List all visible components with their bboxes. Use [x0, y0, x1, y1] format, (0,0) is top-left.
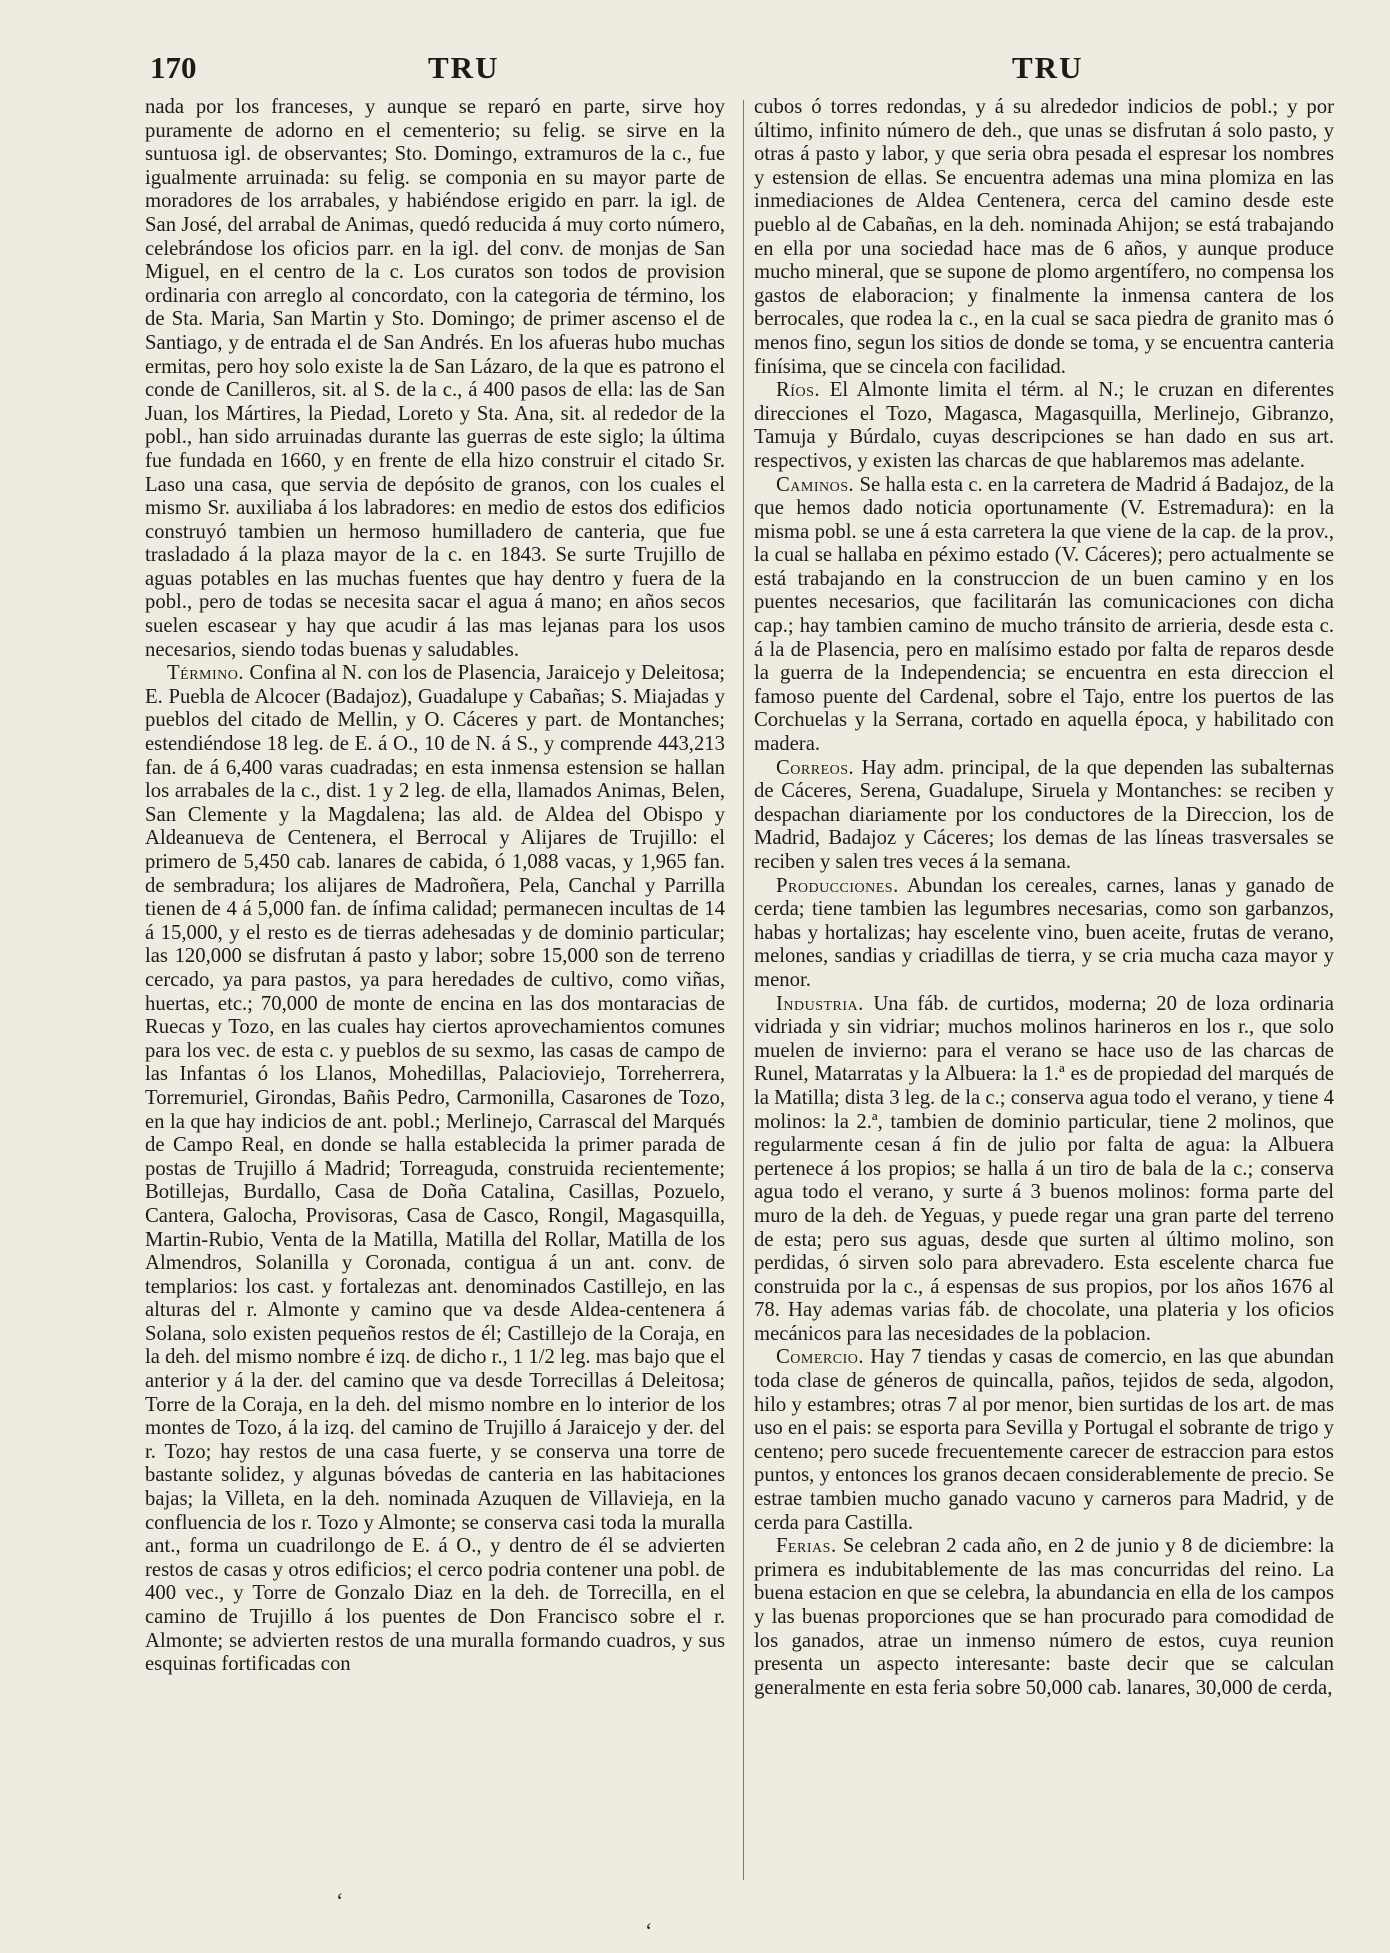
section-text-industria: Una fáb. de curtidos, moderna; 20 de loza ordinaria vidriada y sin vidriar; muchos molinos harineros en los r., que solo muelen de invierno: para el verano se hace uso de las charcas de Runel, Matarratas y la Albuera: la 1.ª es de propiedad del marqués de la Matilla; dista 3 leg. de la c.; conserva agua todo el verano, y tiene 4 molinos: la 2.ª, tambien de dominio particular, tiene 2 molinos, que regularmente cesan á fin de julio por falta de agua: la Albuera pertenece á los propios; se halla á un tiro de bala de la c.; conserva agua todo el verano, y surte á 3 buenos molinos: forma parte del muro de la deh. de Yeguas, y puede regar una gran parte del terreno de esta; pero sus aguas, desde que surten al último molino, son perdidas, ó sirven solo para abrevadero. Esta escelente charca fue construida por la c., á espensas de sus propios, por los años 1676 al 78. Hay ademas varias fáb. de chocolate, una plateria y los oficios mecánicos para las necesidades de la poblacion. — [754, 992, 1334, 1345]
section-text-correos: Hay adm. principal, de la que dependen las subalternas de Cáceres, Serena, Guadalupe, Siruela y Montanches: se reciben y despachan diariamente por los conductores de la Direccion, los de Madrid, Badajoz y Cáceres; los demas de las líneas trasversales se reciben y salen tres veces á la semana. — [754, 756, 1334, 873]
right-column — [754, 96, 1334, 1700]
paragraph-ferias — [754, 1535, 1334, 1700]
paragraph-termino — [145, 662, 725, 1677]
section-text-producciones: Abundan los cereales, carnes, lanas y ganado de cerda; tiene tambien las legumbres necesarias, como son garbanzos, habas y hortalizas; hay escelente vino, buen aceite, frutas de verano, melones, sandias y criadillas de tierra, y se cria mucha caza mayor y menor. — [754, 874, 1335, 991]
column-divider — [743, 100, 744, 1880]
section-label-caminos: Caminos. — [776, 473, 855, 496]
paragraph-rios — [754, 379, 1334, 473]
section-text-ferias: Se celebran 2 cada año, en 2 de junio y 8 de diciembre: la primera es indubitablemente de las mas concurridas del reino. La buena estacion en que se celebra, la abundancia en ella de los campos y las buenas proporciones que se han procurado para comodidad de los ganados, atrae un inmenso número de estos, cuya reunion presenta un aspecto interesante: baste decir que se calculan generalmente en esta feria sobre 50,000 cab. lanares, 30,000 de cerda, — [754, 1535, 1334, 1699]
left-column — [145, 96, 725, 1677]
section-text-caminos: Se halla esta c. en la carretera de Madrid á Badajoz, de la que hemos dado noticia oportunamente (V. Estremadura): en la misma pobl. se une á esta carretera la que viene de la cap. de la prov., la cual se hallaba en péximo estado (V. Cáceres); pero actualmente se está trabajando en la construccion de un buen camino y en los puentes necesarios, que facilitarán las comunicaciones con dicha cap.; hay tambien camino de mucho tránsito de arrieria, desde esta c. á la de Plasencia, pero en malísimo estado por falta de reparos desde la guerra de la Independencia; se encuentra en esta direccion el famoso puente del Cardenal, sobre el Tajo, entre los puertos de las Corchuelas y la Serrana, cortado en aquella época, y habilitado con madera. — [754, 473, 1334, 756]
section-label-comercio: Comercio. — [776, 1346, 865, 1369]
section-label-industria: Industria. — [776, 992, 864, 1015]
paragraph-caminos — [754, 474, 1334, 757]
paragraph-producciones — [754, 875, 1334, 993]
section-label-rios: Ríos. — [776, 379, 821, 402]
section-label-producciones: Producciones. — [776, 874, 899, 897]
paragraph-intro-left: nada por los franceses, y aunque se reparó en parte, sirve hoy puramente de adorno en el cementerio; su felig. se sirve en la suntuosa igl. de observantes; Sto. Domingo, extramuros de la c., fue igualmente arruinada: su felig. se componia en su mayor parte de moradores de los arrabales, y habiéndose erigido en parr. la igl. de San José, del arrabal de Animas, quedó reducida á muy corto número, celebrándose los oficios parr. en la igl. del conv. de monjas de San Miguel, en el centro de la c. Los curatos son todos de provision ordinaria con arreglo al concordato, con la categoria de término, los de Sta. Maria, San Martin y Sto. Domingo; de primer ascenso el de Santiago, y de entrada el de San Andrés. En los afueras hubo muchas ermitas, pero hoy solo existe la de San Lázaro, de la que es patrono el conde de Canilleros, sit. al S. de la c., á 400 pasos de ella: las de San Juan, los Mártires, la Piedad, Loreto y Sta. Ana, sit. al rededor de la pobl., han sido arruinadas durante las guerras de este siglo; la última fue fundada en 1660, y en frente de ella hizo construir el citado Sr. Laso una casa, que servia de depósito de granos, con los cuales el mismo Sr. auxiliaba á los labradores: en medio de estos dos edificios construyó tambien un hermoso humilladero de canteria, que fue trasladado á la plaza mayor de la c. en 1843. Se surte Trujillo de aguas potables en las muchas fuentes que hay dentro y fuera de la pobl., pero de todas se necesita sacar el agua á mano; en años secos suelen escasear y hay que acudir á las mas lejanas para los usos necesarios, siendo todas buenas y saludables. — [145, 96, 725, 661]
paragraph-intro-right: cubos ó torres redondas, y á su alrededor indicios de pobl.; y por último, infinito número de deh., que unas se disfrutan á solo pasto, y otras á pasto y labor, y que seria obra pesada el espresar los nombres y estension de ellas. Se encuentra ademas una mina plomiza en las inmediaciones de Aldea Centenera, cerca del camino desde este pueblo al de Cabañas, en la deh. nominada Ahijon; se está trabajando en ella por una sociedad hace mas de 6 años, y aunque produce mucho mineral, que se supone de plomo argentífero, no compensa los gastos de elaboracion; y finalmente la inmensa cantera de los berrocales, que rodea la c., en la cual se saca piedra de granito mas ó menos fino, segun los sitios de donde se toma, y se encuentra canteria finísima, que se cincela con facilidad. — [754, 96, 1334, 378]
section-text-rios: El Almonte limita el térm. al N.; le cruzan en diferentes direcciones el Tozo, Magasca, Magasquilla, Merlinejo, Gibranzo, Tamuja y Búrdalo, cuyas descripciones se han dado en sus art. respectivos, y existen las charcas de que hablaremos mas adelante. — [754, 379, 1335, 472]
paragraph-correos — [754, 757, 1334, 875]
section-label-ferias: Ferias. — [776, 1535, 837, 1558]
section-label-termino: Término. — [167, 662, 245, 685]
paragraph-industria — [754, 993, 1334, 1347]
footer-mark-left: ‘ — [336, 1888, 344, 1913]
footer-mark-center: ‘ — [645, 1918, 653, 1943]
left-running-head: TRU — [428, 50, 500, 85]
page-number: 170 — [150, 50, 197, 85]
paragraph-comercio — [754, 1346, 1334, 1535]
section-text-comercio: Hay 7 tiendas y casas de comercio, en las que abundan toda clase de géneros de quincalla, paños, tejidos de seda, algodon, hilo y estambres; otras 7 al por menor, bien surtidas de los art. de mas uso en el pais: se esporta para Sevilla y Portugal el sobrante de trigo y centeno; pero sucede frecuentemente carecer de estraccion para estos puntos, y entonces los granos decaen considerablemente de precio. Se estrae tambien mucho ganado vacuno y carneros para Madrid, y de cerda para Castilla. — [754, 1346, 1334, 1534]
section-label-correos: Correos. — [776, 756, 855, 779]
section-text-termino: Confina al N. con los de Plasencia, Jaraicejo y Deleitosa; E. Puebla de Alcocer (Badajoz), Guadalupe y Cabañas; S. Miajadas y pueblos del citado de Mellin, y O. Cáceres y part. de Montanches; estendiéndose 18 leg. de E. á O., 10 de N. á S., y comprende 443,213 fan. de á 6,400 varas cuadradas; en esta inmensa estension se hallan los arrabales de la c., dist. 1 y 2 leg. de ella, llamados Animas, Belen, San Clemente y la Magdalena; las ald. de Aldea del Obispo y Aldeanueva de Centenera, el Berrocal y Alijares de Trujillo: el primero de 5,450 cab. lanares de cabida, ó 1,088 vacas, y 1,965 fan. de sembradura; los alijares de Madroñera, Pela, Canchal y Parrilla tienen de 4 á 5,000 fan. de ínfima calidad; permanecen incultas de 14 á 15,000, y el resto es de tierras adehesadas y de dominio particular; las 120,000 se disfrutan á pasto y labor; sobre 15,000 son de terreno cercado, ya para pastos, ya para heredades de cultivo, como viñas, huertas, etc.; 70,000 de monte de encina en las dos montaracias de Ruecas y Tozo, en las cuales hay ciertos aprovechamientos comunes para los vec. de esta c. y pueblos de su sexmo, las casas de campo de las Infantas ó los Llanos, Mohedillas, Palacioviejo, Torreherrera, Torremuriel, Girondas, Bañis Pedro, Carmonilla, Casarones de Tozo, en la que hay indicios de ant. pobl.; Merlinejo, Carrascal del Marqués de Campo Real, en donde se halla establecida la primer parada de postas de Trujillo á Madrid; Torreaguda, construida recientemente; Botillejas, Burdallo, Casa de Doña Catalina, Casillas, Pozuelo, Cantera, Galocha, Provisoras, Casa de Casco, Rongil, Magasquilla, Martin-Rubio, Venta de la Matilla, Matilla del Rollar, Matilla de los Almendros, Solanilla y Coronada, contigua á un ant. conv. de templarios: los cast. y fortalezas ant. denominados Castillejo, en las alturas del r. Almonte y camino que va desde Aldea-centenera á Solana, solo existen pequeños restos de él; Castillejo de la Coraja, en la deh. del mismo nombre é izq. de dicho r., 1 1/2 leg. mas bajo que el anterior y á la der. del camino que va desde Torrecillas á Deleitosa; Torre de la Coraja, en la deh. del mismo nombre en lo interior de los montes de Tozo, á la izq. del camino de Trujillo á Jaraicejo y der. del r. Tozo; hay restos de una casa fuerte, y se conserva una torre de bastante solidez, y algunas bóvedas de canteria en las habitaciones bajas; la Villeta, en la deh. nominada Azuquen de Villavieja, en la confluencia de los r. Tozo y Almonte; se conserva casi toda la muralla ant., forma un cuadrilongo de E. á O., y dentro de él se advierten restos de casas y otros edificios; el cerco podria contener una pobl. de 400 vec., y Torre de Gonzalo Diaz en la deh. de Torrecilla, en el camino de Trujillo á los puentes de Don Francisco sobre el r. Almonte; se advierten restos de una muralla formando cuadros, y sus esquinas fortificadas con — [145, 662, 726, 1676]
running-header — [150, 50, 1335, 96]
right-running-head: TRU — [1012, 50, 1084, 85]
